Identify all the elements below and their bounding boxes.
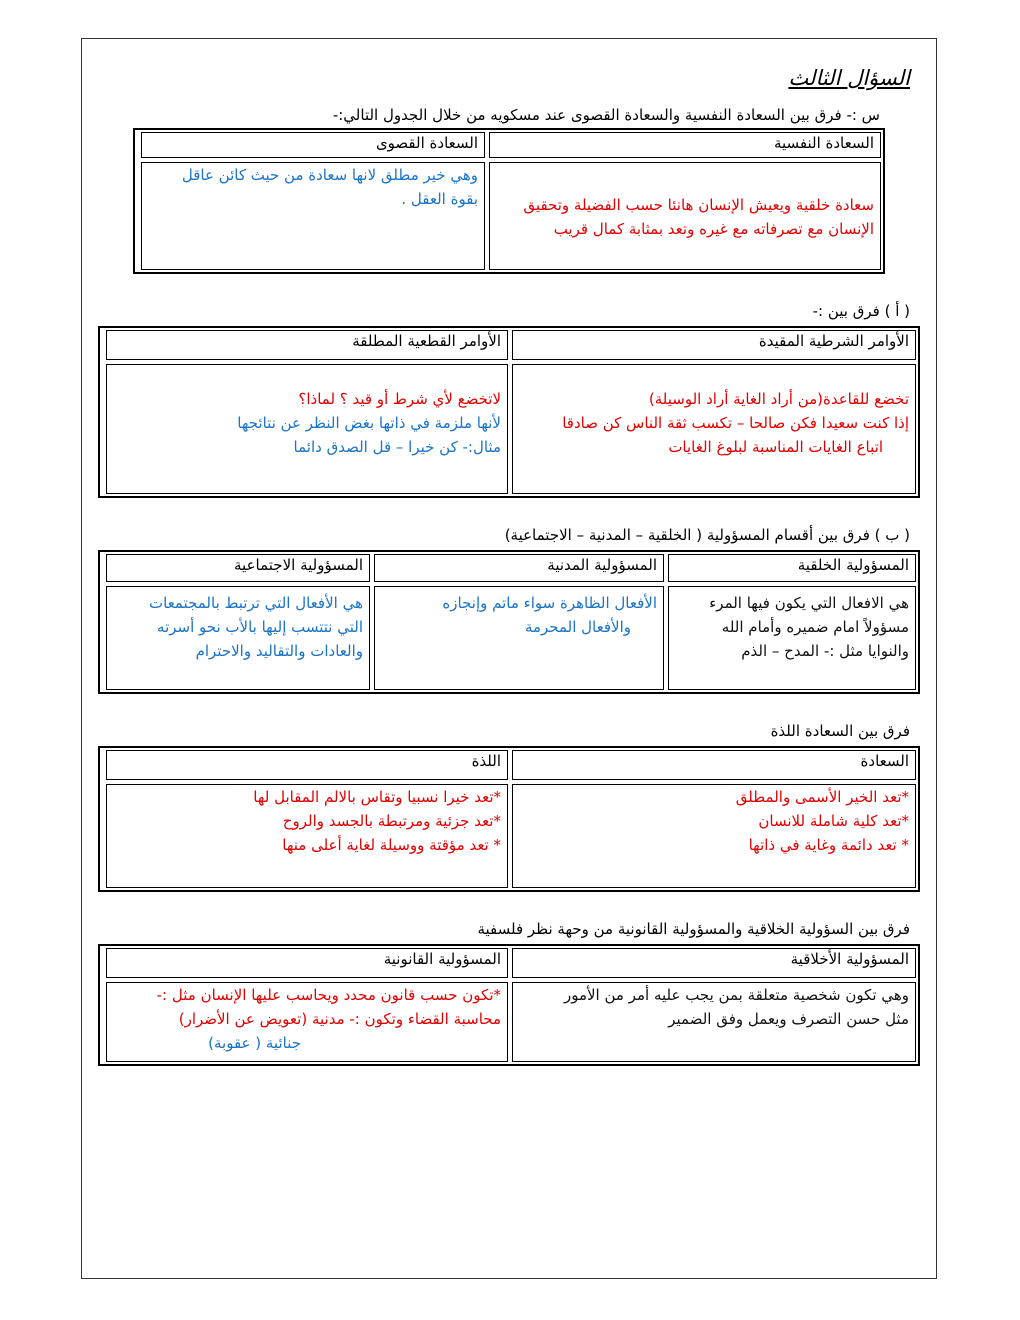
section-heading: السؤال الثالث <box>788 66 910 90</box>
text-line: * تعد مؤقتة ووسيلة لغاية أعلى منها <box>282 836 501 854</box>
cell-ultimate-happiness <box>141 162 485 270</box>
text-line-mixed <box>113 1007 501 1031</box>
text-line: التي نتتسب إليها بالأب نحو أسرته <box>157 618 363 636</box>
text-line: مثال:- كن خيرا – قل الصدق دائما <box>293 438 501 456</box>
text-line: والأفعال المحرمة <box>524 618 631 636</box>
text-line: إذا كنت سعيدا فكن صالحا – تكسب ثقة الناس كن صادقا <box>562 414 909 432</box>
text-line: لأنها ملزمة في ذاتها بغض النظر عن نتائجها <box>237 414 501 432</box>
table-commands <box>98 326 920 498</box>
text-line: والعادات والتقاليد والاحترام <box>195 642 363 660</box>
text-segment: محاسبة القضاء وتكون :- مدنية (تعويض عن الأضرار) <box>178 1010 501 1028</box>
text-line: سعادة خلقية ويعيش الإنسان هانئا حسب الفضيلة وتحقيق <box>523 196 874 214</box>
header-conditional-commands: الأوامر الشرطية المقيدة <box>512 330 916 360</box>
text-line: والنوايا مثل :- المدح – الذم <box>741 642 909 660</box>
header-social-responsibility: المسؤولية الاجتماعية <box>106 554 370 582</box>
header-categorical-commands: الأوامر القطعية المطلقة <box>106 330 508 360</box>
cell-categorical-commands <box>106 364 508 494</box>
text-line: لاتخضع لأي شرط أو قيد ؟ لماذا؟ <box>298 390 501 408</box>
text-line: الإنسان مع تصرفاته مع غيره وتعد بمثابة كمال قريب <box>553 220 874 238</box>
cell-happiness <box>512 784 916 888</box>
text-line: تخضع للقاعدة(من أراد الغاية أراد الوسيلة) <box>648 390 909 408</box>
header-ultimate-happiness: السعادة القصوى <box>141 132 485 158</box>
text-line: *تعد كلية شاملة للانسان <box>758 812 909 830</box>
header-happiness: السعادة <box>512 750 916 780</box>
cell-conditional-commands <box>512 364 916 494</box>
cell-moral-responsibility <box>668 586 916 690</box>
section-d-title: فرق بين السؤولية الخلاقية والمسؤولية القانونية من وحهة نظر فلسفية <box>477 920 910 938</box>
header-moral-responsibility-2: المسؤولية الأخلاقية <box>512 948 916 978</box>
text-line: *تعد خيرا نسبيا وتقاس بالالم المقابل لها <box>253 788 501 806</box>
cell-psychological-happiness <box>489 162 881 270</box>
cell-social-responsibility <box>106 586 370 690</box>
header-moral-responsibility: المسؤولية الخلقية <box>668 554 916 582</box>
header-civil-responsibility: المسؤولية المدنية <box>374 554 664 582</box>
question-main: س :- فرق بين السعادة النفسية والسعادة القصوى عند مسكويه من خلال الجدول التالي:- <box>332 106 880 124</box>
text-line: هي الأفعال التي ترتبط بالمجتمعات <box>148 594 363 612</box>
table-moral-legal <box>98 944 920 1066</box>
text-line: وهي خير مطلق لانها سعادة من حيث كائن عاقل <box>181 166 478 184</box>
header-pleasure: اللذة <box>106 750 508 780</box>
cell-pleasure <box>106 784 508 888</box>
text-line: هي الافعال التي يكون فيها المرء <box>709 594 909 612</box>
cell-moral-responsibility-2 <box>512 982 916 1062</box>
table-happiness-pleasure <box>98 746 920 892</box>
header-legal-responsibility: المسؤولية القانونية <box>106 948 508 978</box>
section-b-title: ( ب ) فرق بين أقسام المسؤولية ( الخلقية – المدنية – الاجتماعية) <box>504 526 910 544</box>
text-line: *تعد الخير الأسمى والمطلق <box>735 788 909 806</box>
section-a-title: ( أ ) فرق بين :- <box>812 302 910 320</box>
cell-civil-responsibility <box>374 586 664 690</box>
text-line: بقوة العقل . <box>401 190 478 208</box>
text-line: وهي تكون شخصية متعلقة بمن يجب عليه أمر من الأمور <box>563 986 909 1004</box>
text-line: الأفعال الظاهرة سواء ماتم وإنجازه <box>442 594 657 612</box>
table-responsibility-types <box>98 550 920 694</box>
text-line: *تكون حسب قانون محدد ويحاسب عليها الإنسان مثل :- <box>156 986 501 1004</box>
cell-legal-responsibility <box>106 982 508 1062</box>
text-line: * تعد دائمة وغاية في ذاتها <box>748 836 909 854</box>
text-line: جنائية ( عقوبة) <box>208 1034 301 1052</box>
table-happiness <box>133 128 885 274</box>
text-line: اتباع الغايات المناسبة لبلوغ الغايات <box>668 438 883 456</box>
text-line: *تعد جزئية ومرتبطة بالجسد والروح <box>282 812 501 830</box>
header-psychological-happiness: السعادة النفسية <box>489 132 881 158</box>
text-line: مثل حسن التصرف ويعمل وفق الضمير <box>668 1010 909 1028</box>
section-c-title: فرق بين السعادة اللذة <box>770 722 910 740</box>
text-line: مسؤولاً امام ضميره وأمام الله <box>721 618 909 636</box>
